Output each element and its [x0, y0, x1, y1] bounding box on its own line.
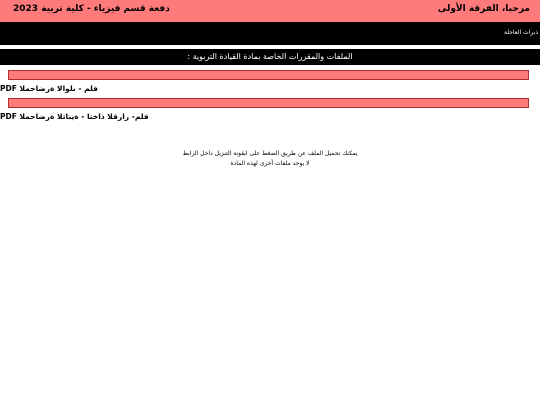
- no-more-files-note: لا يوجد ملفات أخرى لهذه المادة: [230, 160, 310, 167]
- nav-bar: [0, 22, 540, 45]
- top-header: [0, 0, 540, 22]
- file-1-banner: [8, 70, 529, 80]
- nav-item-urgent-news[interactable]: ذبرات العاجلة: [503, 29, 538, 36]
- cohort-title: دفعة قسم فيزياء - كلية تربية 2023: [13, 4, 170, 14]
- welcome-title: مرحبا، الفرقة الأولى: [437, 4, 530, 14]
- download-hint: يمكنك تحميل الملف عن طريق الضغط على ايقونة التنزيل داخل الرابط: [182, 150, 358, 157]
- section-title: الملفات والمقررات الخاصة بمادة القيادة التربوية :: [0, 49, 540, 65]
- file-link-lecture-2[interactable]: PDF المحاضرة الثانية - اتخاذ القرار -ملف: [0, 112, 149, 121]
- file-2-banner: [8, 98, 529, 108]
- file-link-lecture-1[interactable]: PDF المحاضرة الاولى - ملف: [0, 84, 98, 93]
